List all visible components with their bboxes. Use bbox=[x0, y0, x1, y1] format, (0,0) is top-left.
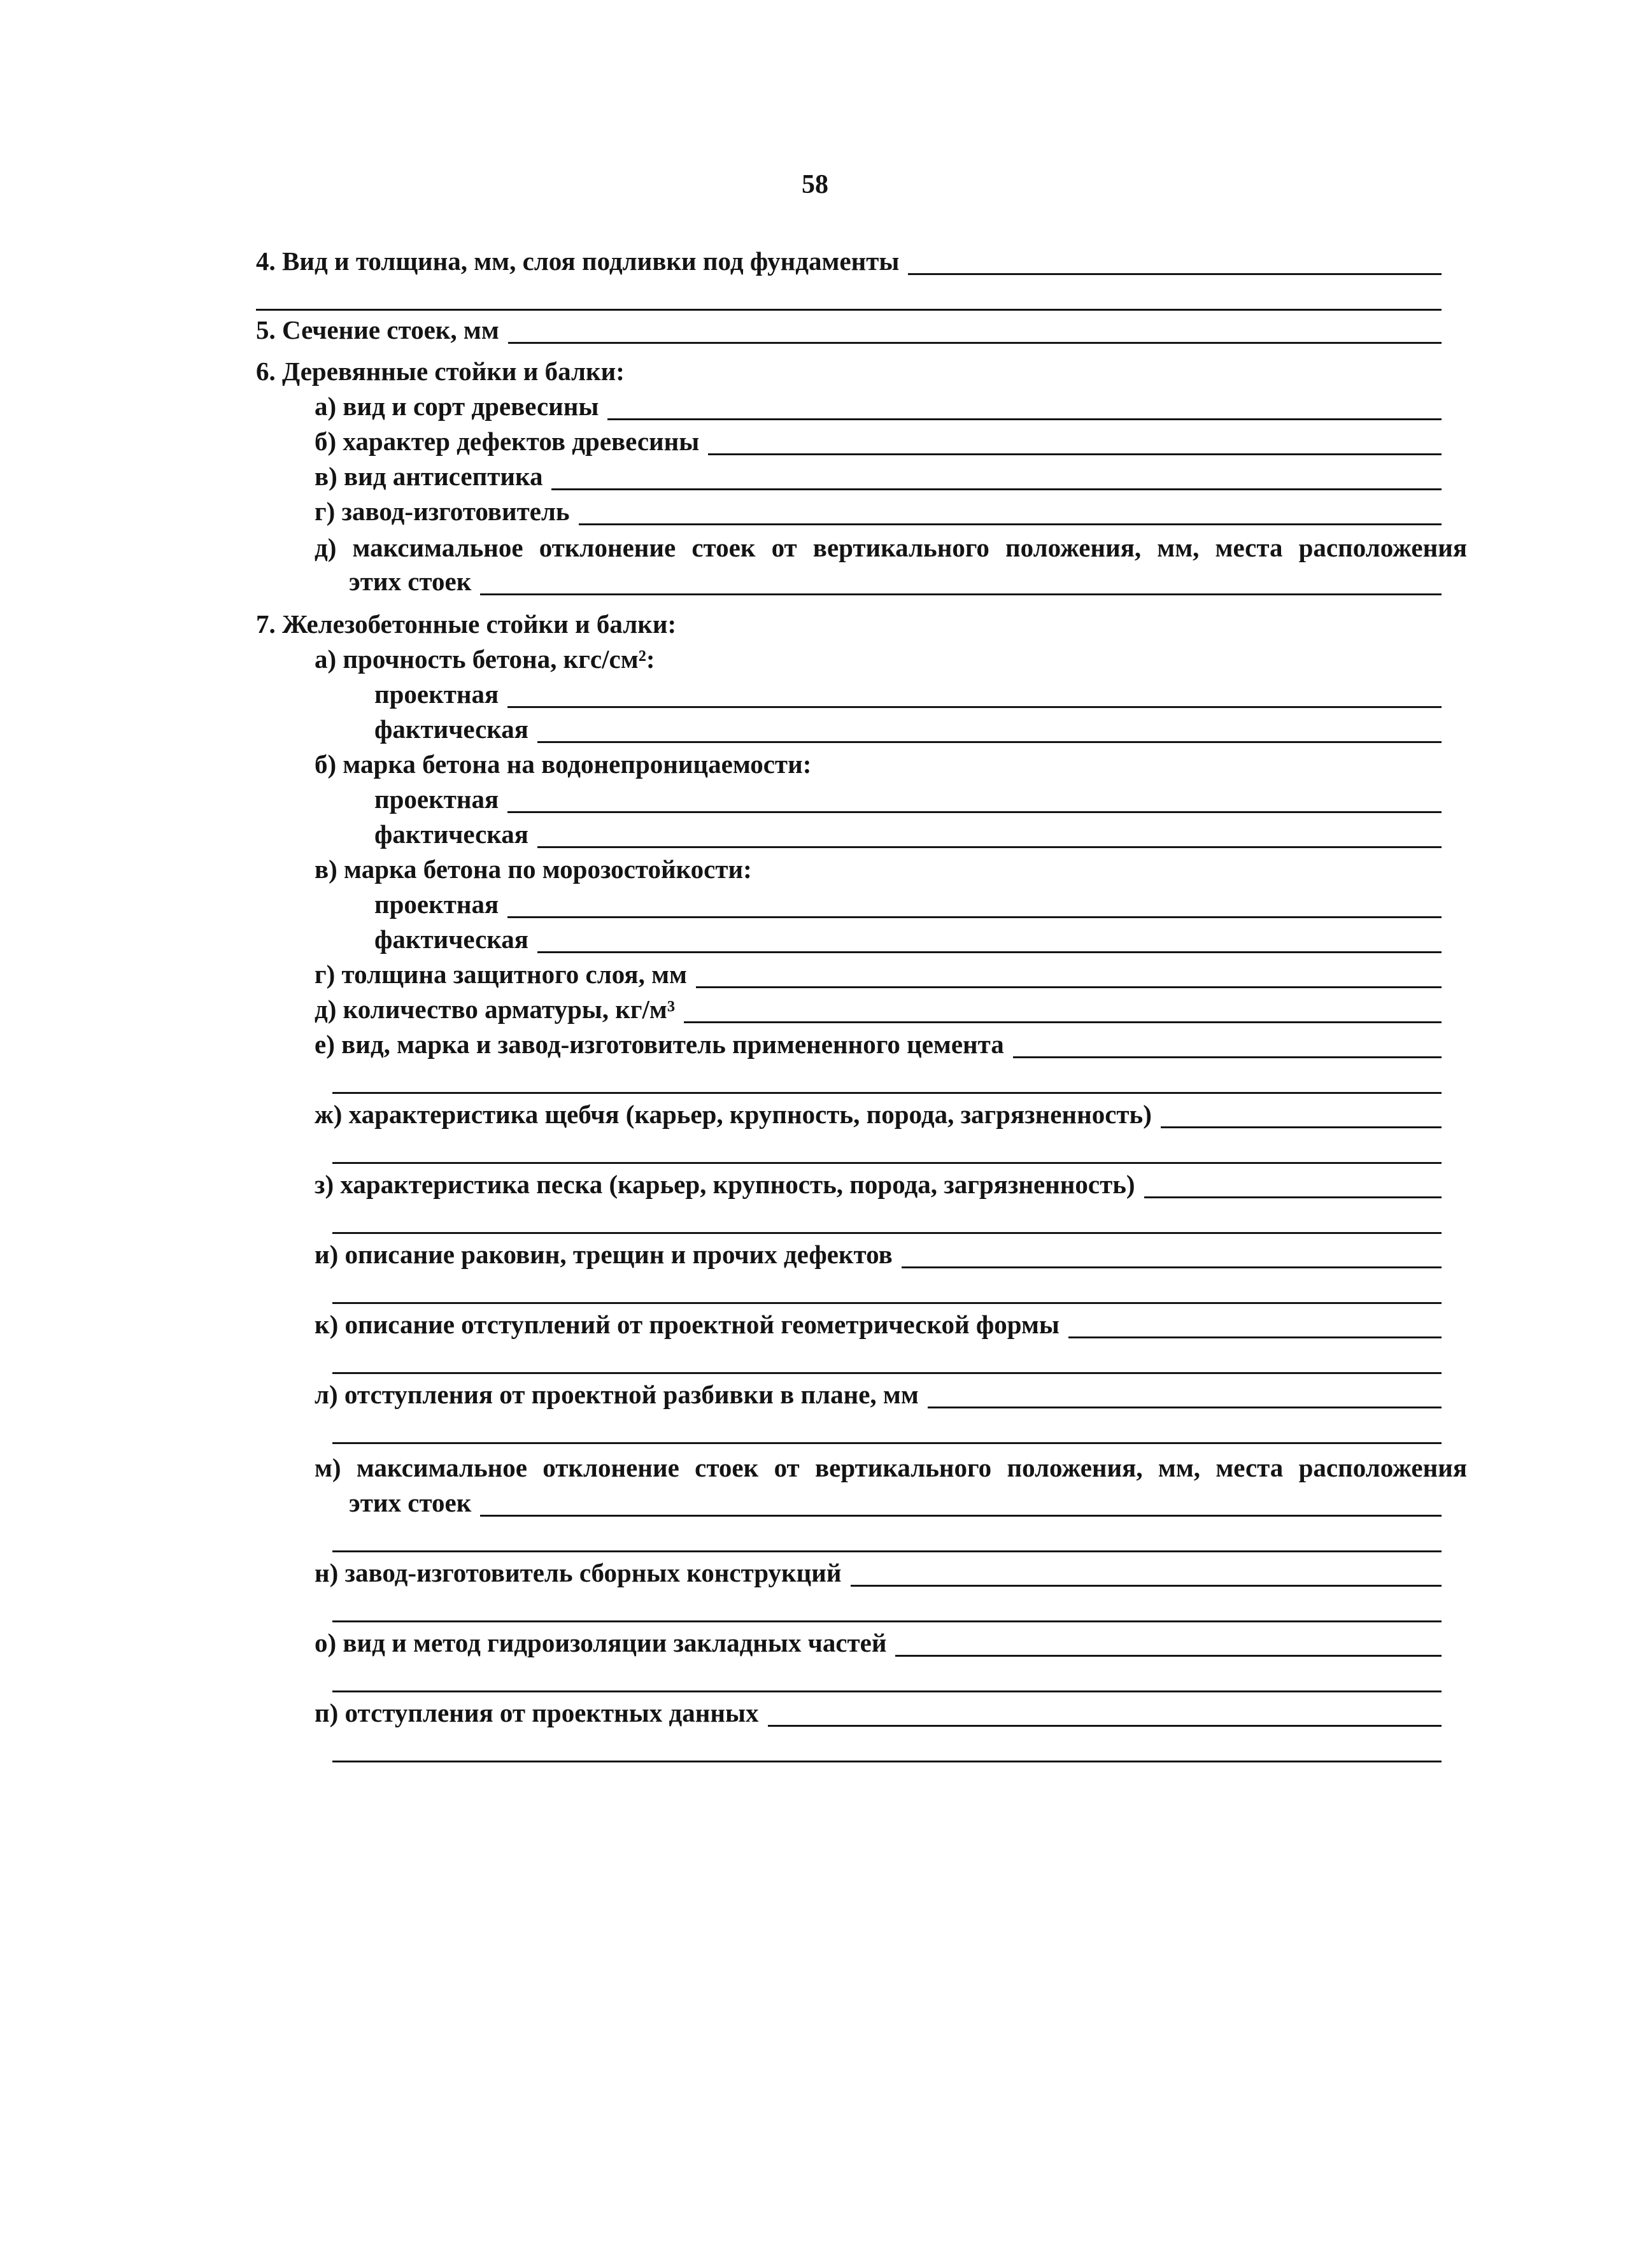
item-6a-row bbox=[315, 387, 1442, 425]
item-7m-extra-line[interactable] bbox=[332, 1550, 1442, 1552]
item-7l-row bbox=[315, 1375, 1442, 1414]
item-7zh-fill-line[interactable] bbox=[1161, 1126, 1442, 1128]
item-6g-fill-line[interactable] bbox=[579, 523, 1442, 525]
item-7v-label: в) марка бетона по морозостойкости: bbox=[315, 854, 752, 884]
item-7v-fact-row bbox=[374, 920, 1442, 958]
item-7p-row bbox=[315, 1694, 1442, 1732]
item-7e-row bbox=[315, 1025, 1442, 1063]
item-7g-label: г) толщина защитного слоя, мм bbox=[315, 960, 687, 989]
item-7g-fill-line[interactable] bbox=[696, 986, 1442, 988]
item-7m-cont-row bbox=[349, 1484, 1442, 1522]
item-6d-label: д) максимальное отклонение стоек от вертикального положения, мм, места расположения bbox=[315, 533, 1467, 562]
item-7i-fill-line[interactable] bbox=[902, 1266, 1442, 1268]
item-7v-fact-fill-line[interactable] bbox=[537, 951, 1442, 953]
item-7i-row bbox=[315, 1235, 1442, 1273]
item-6v-label: в) вид антисептика bbox=[315, 462, 543, 491]
item-7o-row bbox=[315, 1624, 1442, 1662]
item-7-heading bbox=[256, 605, 1442, 643]
item-4-fill-line[interactable] bbox=[908, 273, 1442, 275]
item-7a-proj-label: проектная bbox=[374, 679, 499, 709]
item-7z-label: з) характеристика песка (карьер, крупность, порода, загрязненность) bbox=[315, 1170, 1135, 1199]
item-7p-label: п) отступления от проектных данных bbox=[315, 1698, 759, 1727]
item-7v-proj-fill-line[interactable] bbox=[507, 916, 1442, 918]
item-7b-heading bbox=[315, 745, 1442, 783]
item-7z-fill-line[interactable] bbox=[1144, 1196, 1442, 1198]
item-7a-fact-fill-line[interactable] bbox=[537, 741, 1442, 743]
item-5-fill-line[interactable] bbox=[508, 342, 1442, 344]
item-6a-label: а) вид и сорт древесины bbox=[315, 392, 599, 421]
item-7a-fact-row bbox=[374, 710, 1442, 748]
item-7l-fill-line[interactable] bbox=[928, 1407, 1442, 1408]
item-7p-fill-line[interactable] bbox=[768, 1725, 1442, 1727]
page-number: 58 bbox=[802, 170, 828, 199]
item-7a-label: а) прочность бетона, кгс/см²: bbox=[315, 644, 655, 674]
item-7e-fill-line[interactable] bbox=[1013, 1056, 1442, 1058]
item-6v-row bbox=[315, 457, 1442, 495]
item-7o-label: о) вид и метод гидроизоляции закладных частей bbox=[315, 1628, 887, 1657]
item-7p-extra-line[interactable] bbox=[332, 1761, 1442, 1762]
item-7o-fill-line[interactable] bbox=[895, 1655, 1442, 1657]
item-7d-row bbox=[315, 990, 1442, 1028]
item-4-row bbox=[256, 242, 1442, 280]
item-7k-fill-line[interactable] bbox=[1068, 1336, 1442, 1338]
item-7k-label: к) описание отступлений от проектной геометрической формы bbox=[315, 1310, 1060, 1339]
item-6v-fill-line[interactable] bbox=[551, 488, 1442, 490]
item-6d-cont-label: этих стоек bbox=[349, 567, 472, 596]
item-7a-proj-fill-line[interactable] bbox=[507, 706, 1442, 708]
item-6b-fill-line[interactable] bbox=[708, 453, 1442, 455]
item-7a-proj-row bbox=[374, 675, 1442, 713]
item-6b-label: б) характер дефектов древесины bbox=[315, 427, 700, 456]
item-7l-label: л) отступления от проектной разбивки в плане, мм bbox=[315, 1380, 919, 1409]
item-7o-extra-line[interactable] bbox=[332, 1690, 1442, 1692]
item-7m-cont-label: этих стоек bbox=[349, 1488, 472, 1517]
item-7k-row bbox=[315, 1305, 1442, 1343]
item-7l-extra-line[interactable] bbox=[332, 1442, 1442, 1444]
item-6b-row bbox=[315, 422, 1442, 460]
item-4-label: 4. Вид и толщина, мм, слоя подливки под фундаменты bbox=[256, 246, 900, 276]
item-7b-fact-row bbox=[374, 815, 1442, 853]
item-7e-label: е) вид, марка и завод-изготовитель примененного цемента bbox=[315, 1030, 1004, 1059]
item-6g-label: г) завод-изготовитель bbox=[315, 497, 570, 526]
item-7b-proj-label: проектная bbox=[374, 784, 499, 814]
item-7b-proj-row bbox=[374, 780, 1442, 818]
item-7n-fill-line[interactable] bbox=[851, 1585, 1442, 1587]
item-6d-cont-row bbox=[349, 562, 1442, 600]
item-7m-label: м) максимальное отклонение стоек от вертикального положения, мм, места расположения bbox=[315, 1453, 1467, 1482]
item-7zh-row bbox=[315, 1095, 1442, 1133]
item-7a-fact-label: фактическая bbox=[374, 714, 528, 744]
item-6d-row bbox=[315, 528, 1467, 567]
item-6g-row bbox=[315, 492, 1442, 530]
item-7-label: 7. Железобетонные стойки и балки: bbox=[256, 609, 677, 639]
item-7z-extra-line[interactable] bbox=[332, 1232, 1442, 1234]
item-7n-extra-line[interactable] bbox=[332, 1620, 1442, 1622]
item-7b-fact-label: фактическая bbox=[374, 819, 528, 849]
item-7b-label: б) марка бетона на водонепроницаемости: bbox=[315, 749, 812, 779]
item-7v-proj-label: проектная bbox=[374, 889, 499, 919]
item-7i-label: и) описание раковин, трещин и прочих дефектов bbox=[315, 1240, 893, 1269]
item-6d-fill-line[interactable] bbox=[480, 593, 1442, 595]
item-7k-extra-line[interactable] bbox=[332, 1372, 1442, 1374]
item-7a-heading bbox=[315, 640, 1442, 678]
item-7v-fact-label: фактическая bbox=[374, 925, 528, 954]
item-7i-extra-line[interactable] bbox=[332, 1302, 1442, 1304]
item-7v-heading bbox=[315, 850, 1442, 888]
item-7d-fill-line[interactable] bbox=[684, 1021, 1442, 1023]
item-7m-row bbox=[315, 1449, 1467, 1487]
item-7v-proj-row bbox=[374, 885, 1442, 923]
item-5-label: 5. Сечение стоек, мм bbox=[256, 315, 499, 344]
item-7b-fact-fill-line[interactable] bbox=[537, 846, 1442, 848]
item-7n-label: н) завод-изготовитель сборных конструкций bbox=[315, 1558, 842, 1587]
item-6a-fill-line[interactable] bbox=[607, 418, 1442, 420]
item-7b-proj-fill-line[interactable] bbox=[507, 811, 1442, 813]
item-5-row bbox=[256, 311, 1442, 349]
item-6-label: 6. Деревянные стойки и балки: bbox=[256, 357, 625, 386]
item-7e-extra-line[interactable] bbox=[332, 1092, 1442, 1094]
item-7zh-label: ж) характеристика щебчя (карьер, крупность, порода, загрязненность) bbox=[315, 1100, 1152, 1129]
item-7g-row bbox=[315, 955, 1442, 993]
item-7m-fill-line[interactable] bbox=[480, 1515, 1442, 1517]
item-7z-row bbox=[315, 1165, 1442, 1203]
item-7zh-extra-line[interactable] bbox=[332, 1162, 1442, 1164]
item-7d-label: д) количество арматуры, кг/м³ bbox=[315, 995, 676, 1024]
item-7n-row bbox=[315, 1554, 1442, 1592]
item-6-heading bbox=[256, 352, 1442, 390]
